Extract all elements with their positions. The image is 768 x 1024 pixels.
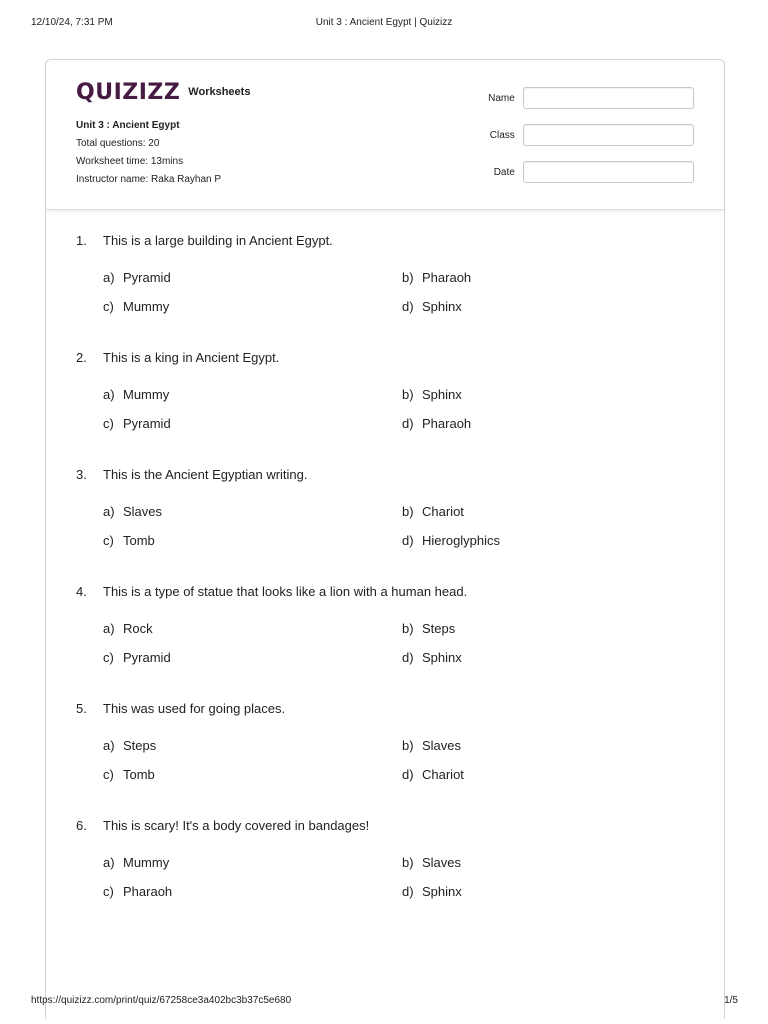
answer-option [402,884,462,899]
worksheets-label: Worksheets [188,86,251,98]
option-text: Mummy [123,855,170,870]
option-letter: c) [103,533,114,548]
answer-option [103,270,171,285]
question-item [46,233,724,333]
question-text: This is a large building in Ancient Egypt. [103,233,333,248]
answer-option [402,533,500,548]
option-text: Steps [422,621,456,636]
question-text: This is a type of statue that looks like a lion with a human head. [103,584,468,599]
option-letter: c) [103,299,114,314]
print-header [0,17,768,31]
class-field-row [476,124,694,146]
option-text: Slaves [422,855,462,870]
option-text: Pharaoh [422,270,472,285]
option-text: Slaves [123,504,163,519]
worksheet-title: Unit 3 : Ancient Egypt [76,120,180,131]
option-text: Mummy [123,299,170,314]
option-text: Chariot [422,767,464,782]
answer-option [402,767,464,782]
name-field[interactable] [523,87,694,109]
option-text: Pharaoh [422,416,472,431]
option-letter: b) [402,504,414,519]
answer-option [103,738,156,753]
quizizz-logo [76,80,250,106]
question-item [46,818,724,918]
print-footer [0,995,768,1009]
worksheet-sheet [45,59,725,1019]
question-item [46,467,724,567]
print-timestamp: 12/10/24, 7:31 PM [31,17,113,28]
answer-option [402,621,455,636]
question-text: This is a king in Ancient Egypt. [103,350,280,365]
answer-option [402,299,462,314]
answer-option [103,416,171,431]
answer-option [103,621,153,636]
question-item [46,350,724,450]
date-label: Date [493,166,515,178]
option-letter: d) [402,299,414,314]
option-text: Pharaoh [123,884,173,899]
page-number: 1/5 [724,995,738,1006]
option-letter: d) [402,416,414,431]
option-letter: a) [103,855,115,870]
answer-option [103,387,169,402]
option-letter: a) [103,504,115,519]
total-questions: Total questions: 20 [76,138,160,149]
date-field[interactable] [523,161,694,183]
question-number: 5. [76,701,87,716]
question-item [46,584,724,684]
option-letter: c) [103,416,114,431]
option-text: Slaves [422,738,462,753]
class-label: Class [489,129,515,141]
answer-option [103,504,162,519]
worksheet-header [46,60,724,210]
answer-option [103,767,155,782]
question-number: 6. [76,818,87,833]
question-text: This was used for going places. [103,701,286,716]
print-url: https://quizizz.com/print/quiz/67258ce3a402bc3b37c5e680 [31,995,292,1006]
name-label: Name [488,92,515,104]
answer-option [402,504,464,519]
option-text: Sphinx [422,650,462,665]
question-number: 2. [76,350,87,365]
option-letter: a) [103,387,115,402]
answer-option [402,738,461,753]
option-text: Pyramid [123,416,171,431]
answer-option [103,533,155,548]
option-text: Sphinx [422,299,462,314]
worksheet-meta [76,119,221,191]
option-letter: d) [402,650,414,665]
option-text: Hieroglyphics [422,533,501,548]
option-text: Mummy [123,387,170,402]
question-number: 4. [76,584,87,599]
option-text: Rock [123,621,153,636]
date-field-row [476,161,694,183]
question-number: 3. [76,467,87,482]
question-text: This is the Ancient Egyptian writing. [103,467,308,482]
instructor-name: Instructor name: Raka Rayhan P [76,174,222,185]
option-text: Sphinx [422,884,462,899]
option-letter: a) [103,621,115,636]
class-field[interactable] [523,124,694,146]
option-text: Chariot [422,504,464,519]
question-item [46,701,724,801]
answer-option [402,416,471,431]
option-letter: c) [103,884,114,899]
option-letter: d) [402,884,414,899]
answer-option [402,387,462,402]
answer-option [103,299,169,314]
option-letter: d) [402,533,414,548]
option-letter: a) [103,270,115,285]
print-page-title: Unit 3 : Ancient Egypt | Quizizz [315,17,453,28]
option-letter: a) [103,738,115,753]
quizizz-logo-mark: QUIZIZZ [76,80,181,105]
option-letter: b) [402,387,414,402]
option-letter: b) [402,738,414,753]
option-text: Sphinx [422,387,462,402]
worksheet-time: Worksheet time: 13mins [76,156,184,167]
name-field-row [476,87,694,109]
option-text: Steps [123,738,157,753]
option-text: Tomb [123,533,155,548]
question-number: 1. [76,233,87,248]
option-letter: b) [402,621,414,636]
option-text: Tomb [123,767,155,782]
option-letter: b) [402,855,414,870]
answer-option [103,855,169,870]
option-letter: c) [103,767,114,782]
option-letter: b) [402,270,414,285]
answer-option [103,884,172,899]
answer-option [402,270,471,285]
option-text: Pyramid [123,270,171,285]
answer-option [402,650,462,665]
option-letter: c) [103,650,114,665]
option-letter: d) [402,767,414,782]
answer-option [103,650,171,665]
option-text: Pyramid [123,650,171,665]
question-text: This is scary! It's a body covered in bandages! [103,818,370,833]
answer-option [402,855,461,870]
